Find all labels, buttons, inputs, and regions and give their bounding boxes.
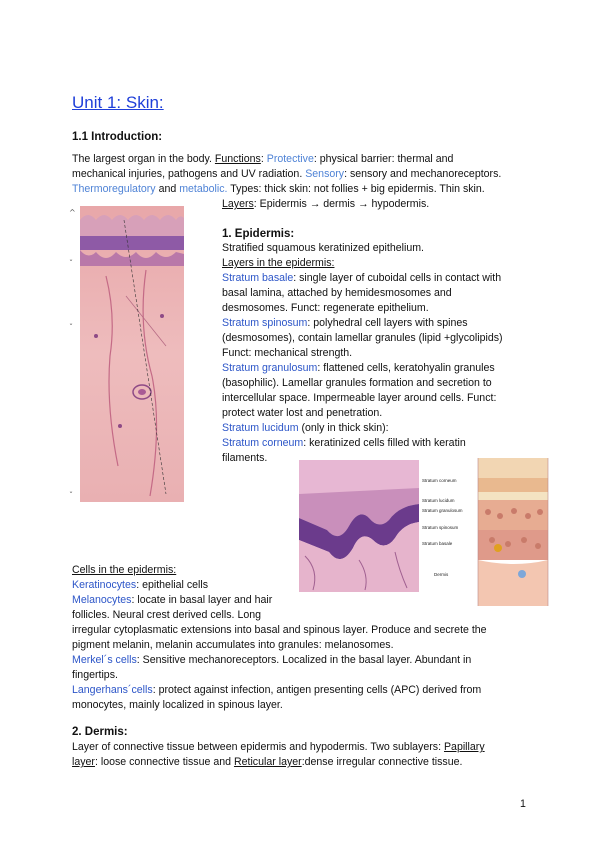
svg-text:^: ^	[69, 208, 76, 217]
text: : locate in basal layer and hair	[131, 594, 273, 606]
svg-text:ˇ: ˇ	[69, 491, 73, 500]
figure-label: Dermis	[434, 572, 449, 577]
text: (desmosomes), contain lamellar granules (lipid +glycolipids)	[222, 332, 503, 344]
layer-term: layer	[72, 756, 95, 768]
figure-label: Stratum corneum	[422, 478, 457, 483]
text: : single layer of cuboidal cells in contact with	[293, 272, 502, 284]
thermoregulatory-term: Thermoregulatory	[72, 183, 156, 195]
figure-label: Stratum granulosum	[422, 508, 463, 513]
text: desmosomes. Funct: regenerate epithelium.	[222, 302, 429, 314]
epidermis-text	[222, 241, 552, 466]
text: :dense irregular connective tissue.	[301, 756, 463, 768]
intro-heading: 1.1 Introduction:	[72, 131, 163, 143]
figure-label: Stratum spinosum	[422, 525, 459, 530]
intro-text: : physical barrier: thermal and	[313, 153, 454, 165]
intro-text: The largest organ in the body.	[72, 153, 212, 165]
text: : protect against infection, antigen presenting cells (APC) derived from	[152, 684, 482, 696]
layers-line	[222, 197, 429, 212]
svg-text:ˇ: ˇ	[69, 259, 73, 268]
epidermis-description: Stratified squamous keratinized epithelium.	[222, 242, 424, 254]
sensory-term: Sensory	[305, 168, 345, 180]
text: monocytes, mainly localized in spinous layer.	[72, 699, 283, 711]
text: : Sensitive mechanoreceptors. Localized in the basal layer. Abundant in	[136, 654, 472, 666]
reticular-term: Reticular layer	[233, 756, 302, 768]
stratum-granulosum-term: Stratum granulosum	[222, 362, 318, 374]
text: : flattened cells, keratohyalin granules	[317, 362, 495, 374]
stratum-spinosum-term: Stratum spinosum	[222, 317, 308, 329]
papillary-term: Papillary	[443, 741, 485, 753]
intro-text: : sensory and mechanoreceptors.	[344, 168, 502, 180]
intro-paragraph: The largest organ in the body. Functions: Protective: physical barrier: thermal and mechanical injuries, pathogens and UV radiation. Sensory: sensory and mechanoreceptors. Thermoregulatory and metabolic. Types: thick skin: not follies + big epidermis. Thin skin.	[72, 153, 502, 195]
text: pigment melanin, melanin accumulates into granules: melanosomes.	[72, 639, 394, 651]
melanocytes-term: Melanocytes	[72, 594, 132, 606]
histology-figure-left	[66, 206, 186, 502]
layers-label: Layers	[222, 198, 254, 210]
page-title: Unit 1: Skin:	[72, 93, 164, 112]
dermis-paragraph	[72, 740, 542, 770]
intro-text: and	[158, 183, 177, 195]
text: Funct: mechanical strength.	[222, 347, 353, 359]
figure-label: Stratum basale	[422, 541, 453, 546]
text: fingertips.	[72, 669, 118, 681]
text: irregular cytoplasmatic extensions into basal and spinous layer. Produce and secrete the	[72, 624, 487, 636]
text: : polyhedral cell layers with spines	[307, 317, 468, 329]
text: : epithelial cells	[136, 579, 209, 591]
epidermis-layers-heading: Layers in the epidermis:	[222, 257, 335, 269]
merkel-cells-term: Merkel´s cells	[72, 654, 137, 666]
text: : loose connective tissue and	[94, 756, 232, 768]
protective-term: Protective	[266, 153, 314, 165]
text: basal lamina, attached by hemidesmosomes and	[222, 287, 452, 299]
cells-section	[72, 563, 542, 713]
langerhans-cells-term: Langerhans´cells	[72, 684, 153, 696]
text: filaments.	[222, 452, 268, 464]
text: follicles. Neural crest derived cells. Long	[72, 609, 262, 621]
skin-section-illustration	[66, 206, 186, 502]
layers-text: : Epidermis → dermis → hypodermis.	[253, 198, 430, 210]
dermis-heading: 2. Dermis:	[72, 726, 128, 738]
page-number: 1	[520, 798, 526, 810]
intro-text: mechanical injuries, pathogens and UV radiation.	[72, 168, 303, 180]
stratum-corneum-term: Stratum corneum	[222, 437, 304, 449]
text: : keratinized cells filled with keratin	[303, 437, 466, 449]
functions-label: Functions	[214, 153, 261, 165]
text: (basophilic). Lamellar granules formation and secretion to	[222, 377, 492, 389]
epidermis-heading: 1. Epidermis:	[222, 228, 295, 240]
keratinocytes-term: Keratinocytes	[72, 579, 137, 591]
intro-text: Types: thick skin: not follies + big epidermis. Thin skin.	[230, 183, 485, 195]
svg-text:ˇ: ˇ	[69, 323, 73, 332]
text: Layer of connective tissue between epidermis and hypodermis. Two sublayers:	[72, 741, 442, 753]
stratum-basale-term: Stratum basale	[222, 272, 294, 284]
text: protect water lost and penetration.	[222, 407, 383, 419]
stratum-lucidum-term: Stratum lucidum	[222, 422, 299, 434]
text: intercellular space. Impermeable layer around cells. Funct:	[222, 392, 497, 404]
figure-label: Stratum lucidum	[422, 498, 455, 503]
text: (only in thick skin):	[298, 422, 389, 434]
metabolic-term: metabolic.	[179, 183, 228, 195]
cells-heading: Cells in the epidermis:	[72, 564, 177, 576]
